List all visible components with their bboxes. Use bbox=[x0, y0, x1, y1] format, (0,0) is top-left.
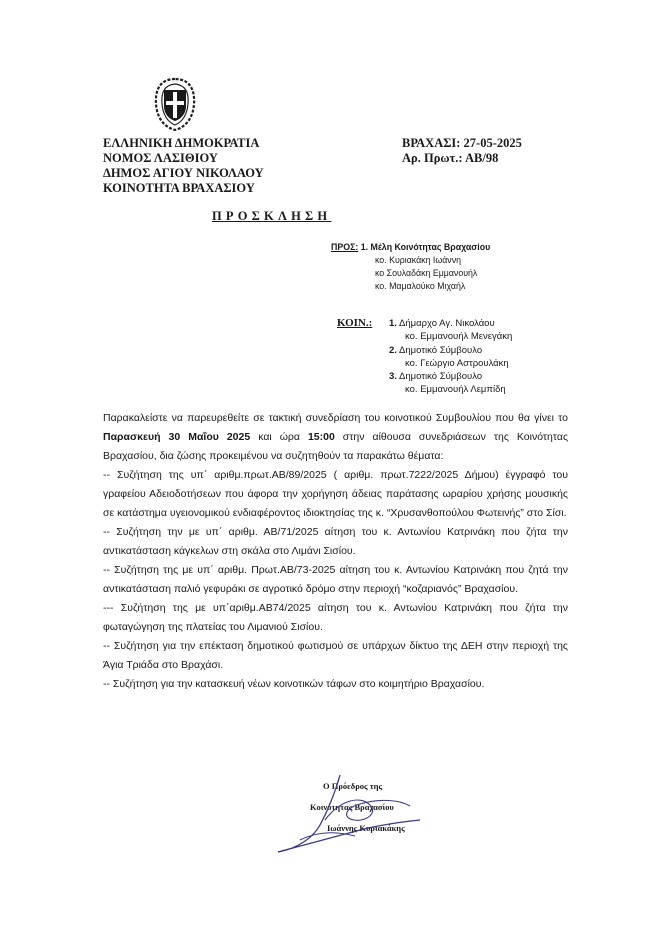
recipients-block bbox=[331, 241, 490, 293]
cc-label: ΚΟΙΝ.: bbox=[337, 317, 373, 329]
letter-body bbox=[103, 409, 568, 694]
cc-title: Δημοτικό Σύμβουλο bbox=[396, 371, 483, 383]
cc-item bbox=[389, 344, 512, 357]
cc-name: κο. Γεώργιο Αστρουλάκη bbox=[405, 357, 509, 369]
cc-title: Δήμαρχο Αγ. Νικολάου bbox=[396, 318, 495, 329]
cc-title: Δημοτικό Σύμβουλο bbox=[396, 344, 483, 356]
agenda-item: -- Συζήτηση της υπ΄ αριθμ.πρωτ.ΑΒ/89/2025 ( αριθμ. πρωτ.7222/2025 Δήμου) έγγραφό του γραφείου Αδειοδοτήσεων που άφορα την χορήγηση άδειας παράτασης ωραρίου χρήσης μουσικής σε κατάστημα υγειονομικού ενδιαφέροντος ιδιοκτησίας της κ. “Χρυσανθοπούλου Φωτεινής” στο Σίσι. bbox=[103, 469, 568, 519]
authority-line: ΕΛΛΗΝΙΚΗ ΔΗΜΟΚΡΑΤΙΑ bbox=[103, 136, 260, 150]
document-meta bbox=[402, 136, 522, 166]
signatory-title: Ο Πρόεδρος της bbox=[323, 781, 383, 791]
recipients-group: 1. Μέλη Κοινότητας Βραχασίου bbox=[358, 242, 491, 252]
cc-number: 2. bbox=[389, 344, 397, 356]
handwritten-signature-icon bbox=[270, 770, 430, 860]
signatory-body: Κοινότητας Βραχασίου bbox=[310, 802, 394, 812]
agenda-item: -- Συζήτηση για την κατασκευή νέων κοινοτικών τάφων στο κοιμητήριο Βραχασίου. bbox=[103, 678, 485, 690]
agenda-item: -- Συζήτηση της με υπ΄ αριθμ. Πρωτ.ΑΒ/73-2025 αίτηση του κ. Αντωνίου Κατρινάκη που ζητά την αντικατάσταση παλιό γεφυράκι σε αγροτικό δρόμο στην περιοχή “κοζαριανός” Βραχασίου. bbox=[103, 564, 568, 595]
cc-number: 3. bbox=[389, 371, 397, 383]
recipient-name: κο. Κυριακάκη Ιωάννη bbox=[375, 255, 461, 265]
authority-line: ΔΗΜΟΣ ΑΓΙΟΥ ΝΙΚΟΛΑΟΥ bbox=[103, 166, 264, 180]
date-line: ΒΡΑΧΑΣΙ: 27-05-2025 bbox=[402, 136, 522, 150]
cc-block bbox=[337, 317, 512, 397]
intro-paragraph bbox=[103, 409, 568, 466]
agenda-item: -- Συζήτηση την με υπ΄ αριθμ. ΑΒ/71/2025 αίτηση του κ. Αντωνίου Κατρινάκη που ζήτα την αντικατάσταση κάγκελων στη σκάλα στο Λιμάνι Σισίου. bbox=[103, 526, 568, 557]
intro-text: Παρακαλείστε να παρευρεθείτε σε τακτική συνεδρίαση του κοινοτικού Συμβουλίου που θα γίνει το bbox=[103, 412, 568, 424]
document-title: ΠΡΟΣΚΛΗΣΗ bbox=[212, 209, 332, 223]
signatory-name: Ιωάννης Κυριακάκης bbox=[327, 823, 405, 833]
greek-republic-emblem-icon bbox=[150, 76, 200, 132]
authority-line: ΚΟΙΝΟΤΗΤΑ ΒΡΑΧΑΣΙΟΥ bbox=[103, 181, 255, 195]
recipient-name: κο Σουλαδάκη Εμμανουήλ bbox=[375, 268, 478, 278]
cc-name: κο. Εμμανουήλ Μενεγάκη bbox=[405, 331, 513, 343]
protocol-line: Αρ. Πρωτ.: ΑΒ/98 bbox=[402, 151, 499, 165]
authority-line: ΝΟΜΟΣ ΛΑΣΙΘΙΟΥ bbox=[103, 151, 218, 165]
intro-text: στην αίθουσα συνεδριάσεων της Κοινότητας Βραχασίου, δια ζώσης προκειμένου να συζητηθούν τα παρακάτω θέματα: bbox=[103, 431, 568, 462]
cc-number: 1. bbox=[389, 318, 397, 329]
meeting-date: Παρασκευή 30 Μαΐου 2025 bbox=[103, 431, 251, 443]
agenda-item: -- Συζήτηση για την επέκταση δημοτικού φωτισμού σε υπάρχων δίκτυο της ΔΕΗ στην περιοχή της Άγια Τριάδα στο Βραχάσι. bbox=[103, 640, 568, 671]
cc-item bbox=[389, 370, 512, 383]
recipient-name: κο. Μαμαλούκο Μιχαήλ bbox=[375, 281, 466, 291]
recipients-label: ΠΡΟΣ: bbox=[331, 242, 359, 252]
intro-text: και ώρα bbox=[250, 431, 308, 443]
issuing-authority bbox=[103, 136, 264, 196]
cc-item bbox=[389, 317, 512, 330]
agenda-item: --- Συζήτηση της με υπ΄αριθμ.ΑΒ74/2025 αίτηση του κ. Αντωνίου Κατρινάκη που ζήτα την φωταγώγηση της πλατείας του Λιμανιού Σισίου. bbox=[103, 602, 568, 633]
cc-name: κο. Εμμανουήλ Λεμπίδη bbox=[405, 384, 506, 396]
meeting-time: 15:00 bbox=[307, 431, 335, 443]
